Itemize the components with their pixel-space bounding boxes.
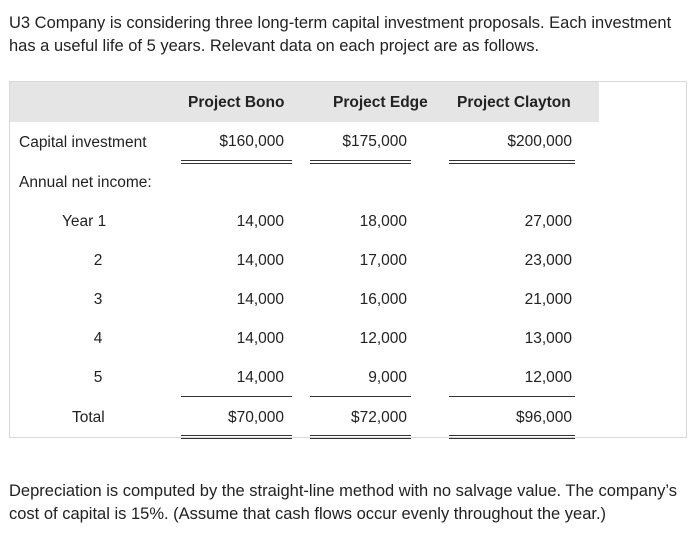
- capital-bono: $160,000: [219, 133, 284, 150]
- table-cell: 21,000: [524, 291, 572, 308]
- total-clayton: $96,000: [515, 409, 572, 426]
- year-label: Year 1: [62, 213, 107, 230]
- table-cell: 14,000: [236, 330, 284, 347]
- capital-clayton: $200,000: [507, 133, 572, 150]
- table-cell: 9,000: [368, 369, 407, 386]
- row-label-annual-net-income: Annual net income:: [19, 174, 152, 191]
- column-header-edge: Project Edge: [333, 94, 428, 111]
- total-edge: $72,000: [350, 409, 407, 426]
- total-double-rule-edge: [310, 435, 411, 439]
- table-cell: 18,000: [359, 213, 407, 230]
- table-cell: 13,000: [524, 330, 572, 347]
- table-cell: 27,000: [524, 213, 572, 230]
- capital-double-rule-edge: [310, 160, 411, 164]
- capital-double-rule-clayton: [449, 160, 575, 164]
- table-cell: 16,000: [359, 291, 407, 308]
- subtotal-rule-edge: [310, 396, 411, 397]
- table-cell: 14,000: [236, 213, 284, 230]
- subtotal-rule-clayton: [449, 396, 575, 397]
- column-header-clayton: Project Clayton: [457, 94, 571, 111]
- total-bono: $70,000: [227, 409, 284, 426]
- table-cell: 17,000: [359, 252, 407, 269]
- table-cell: 23,000: [524, 252, 572, 269]
- year-label: 5: [93, 369, 103, 386]
- table-cell: 12,000: [359, 330, 407, 347]
- row-label-capital: Capital investment: [19, 134, 147, 151]
- closing-paragraph: Depreciation is computed by the straight-line method with no salvage value. The company’s cost of capital is 15%. (Assume that cash flows occur evenly throughout the year.): [9, 482, 678, 523]
- data-table: [9, 81, 687, 438]
- year-label: 2: [93, 252, 103, 269]
- capital-edge: $175,000: [342, 133, 407, 150]
- row-label-total: Total: [72, 409, 105, 426]
- intro-paragraph: U3 Company is considering three long-term capital investment proposals. Each investment has a useful life of 5 years. Relevant data on each project are as follows.: [9, 14, 672, 55]
- capital-double-rule-bono: [181, 160, 292, 164]
- table-cell: 12,000: [524, 369, 572, 386]
- column-header-bono: Project Bono: [188, 94, 285, 111]
- table-cell: 14,000: [236, 291, 284, 308]
- year-label: 4: [93, 330, 103, 347]
- table-cell: 14,000: [236, 252, 284, 269]
- total-double-rule-clayton: [449, 435, 575, 439]
- total-double-rule-bono: [181, 435, 292, 439]
- subtotal-rule-bono: [181, 396, 292, 397]
- year-label: 3: [93, 291, 103, 308]
- table-cell: 14,000: [236, 369, 284, 386]
